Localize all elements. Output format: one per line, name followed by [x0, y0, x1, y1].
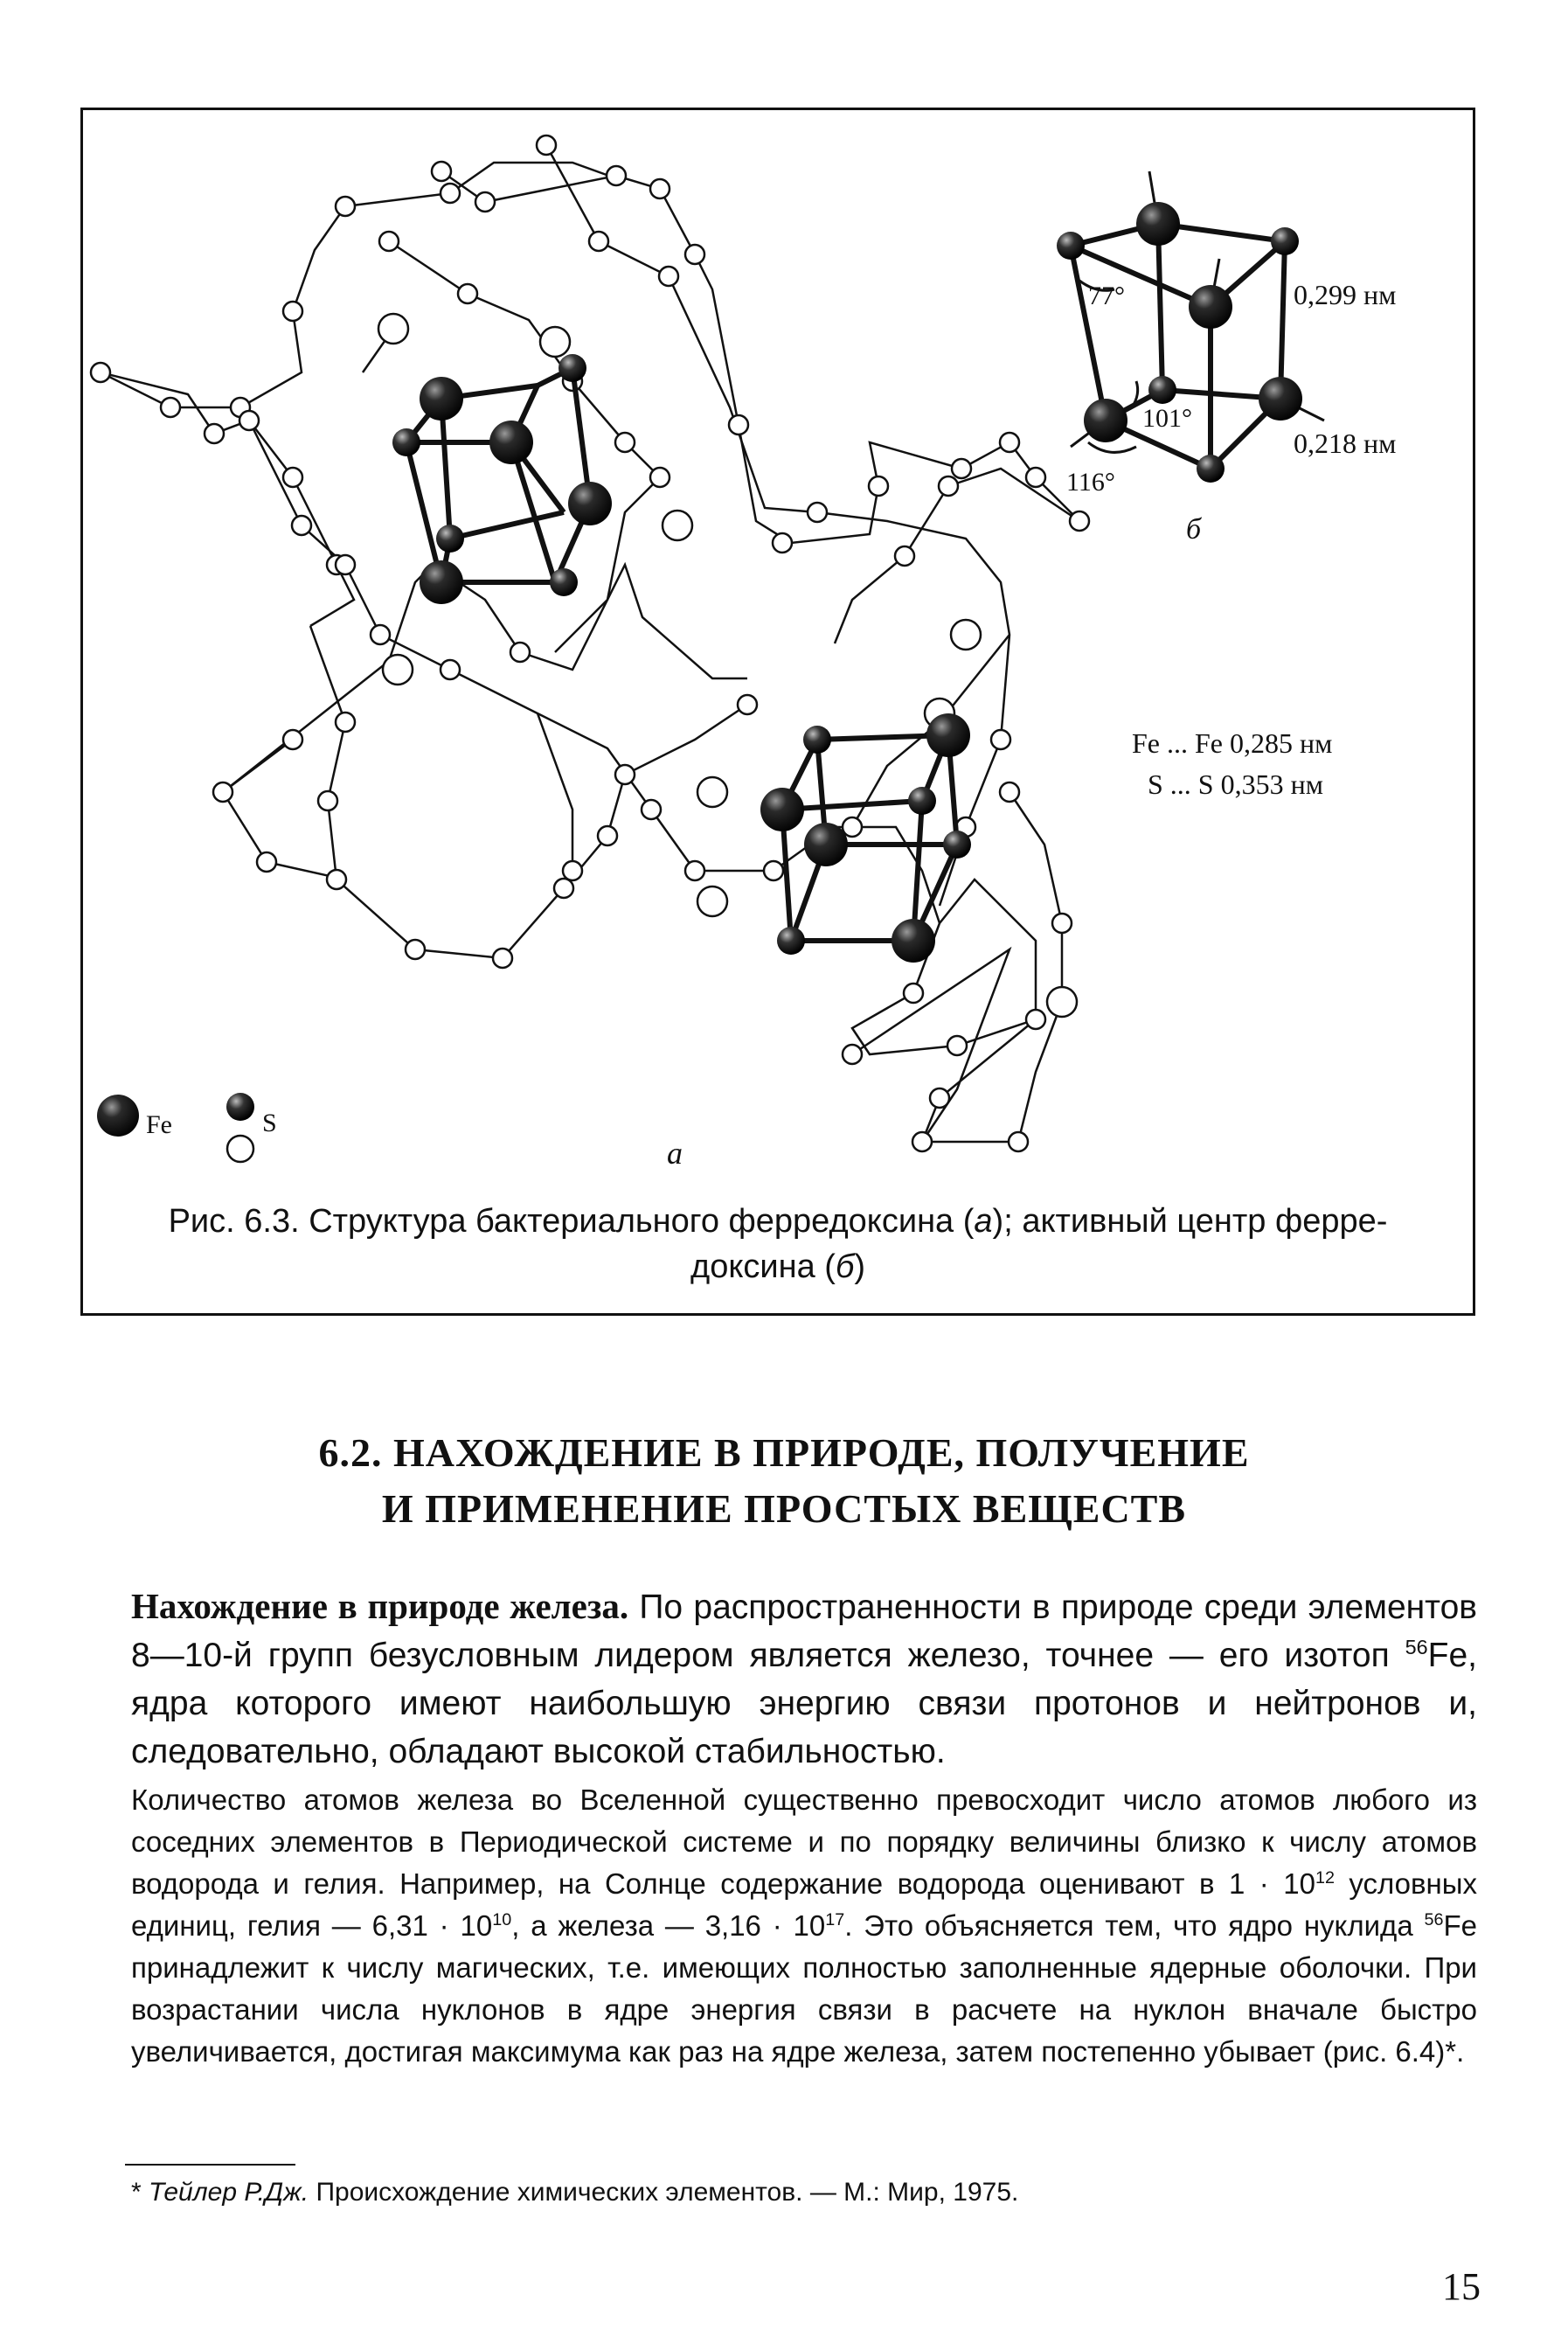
- legend-s-open-symbol: [227, 1136, 253, 1162]
- page-number: 15: [1442, 2265, 1481, 2308]
- legend-s-filled-symbol: [226, 1093, 254, 1121]
- fe4s4-cluster-1: [392, 354, 612, 604]
- ferredoxin-structure-diagram: [83, 110, 1473, 1194]
- s-s-distance: S ... S 0,353 нм: [1148, 768, 1323, 800]
- protein-chain: [101, 145, 1079, 1142]
- bond-length-short: 0,218 нм: [1294, 428, 1397, 459]
- panel-a-label: а: [667, 1136, 683, 1171]
- figure-frame: [80, 108, 1475, 1316]
- legend: [97, 1093, 277, 1162]
- footnote: * Тейлер Р.Дж. Происхождение химических элементов. — М.: Мир, 1975.: [131, 2178, 1019, 2207]
- angle-101-label: 101°: [1142, 404, 1192, 433]
- fe-fe-distance: Fe ... Fe 0,285 нм: [1132, 727, 1333, 759]
- legend-fe-label: Fe: [146, 1110, 172, 1139]
- large-open-atoms: [378, 314, 1077, 1017]
- paragraph-abundance: Количество атомов железа во Вселенной существенно превосходит число атомов любого из соседних элементов в Периодической системе и по порядку величины близко к числу атомов водорода и гелия. Например, на Солнце содержание водорода оценивают в $1 \cdot 10^{12}$ условных единиц, гелия — $6,31 \cdot 10^{10}$, а железа — $3,16 \cdot 10^{17}$. Это объясняется тем, что ядро нуклида $^{56}$Fe принадлежит к числу магических, т.е. имеющих полностью заполненные ядерные оболочки. При возрастании числа нуклонов в ядре энергия связи в расчете на нуклон вначале быстро увеличивается, достигая максимума как раз на ядре железа, затем постепенно убывает (рис. 6.4)*.: [131, 1783, 1478, 2068]
- section-heading: 6.2. НАХОЖДЕНИЕ В ПРИРОДЕ, ПОЛУЧЕНИЕ И ПРИМЕНЕНИЕ ПРОСТЫХ ВЕЩЕСТВ: [318, 1430, 1250, 1531]
- angle-116-label: 116°: [1066, 468, 1115, 497]
- panel-b-label: б: [1186, 513, 1202, 546]
- legend-s-label: S: [262, 1109, 277, 1137]
- chain-atoms: [91, 136, 1089, 1151]
- legend-fe-symbol: [97, 1095, 139, 1137]
- paragraph-lead: Нахождение в природе железа.: [131, 1586, 629, 1626]
- paragraph-iron-in-nature: Нахождение в природе железа. По распространенности в природе среди элементов 8—10-й групп безусловным лидером является железо, точнее — его изотоп $^{56}$Fe, ядра которого имеют наибольшую энергию связи протонов и нейтронов и, следовательно, обладают высокой стабильностью.: [131, 1586, 1478, 1770]
- angle-77-label: 77°: [1088, 282, 1125, 310]
- figure-caption: Рис. 6.3. Структура бактериального ферредоксина (а); активный центр ферре- доксина (б): [168, 1203, 1388, 1285]
- bond-length-long: 0,299 нм: [1294, 279, 1397, 310]
- footnote-divider: [125, 2164, 295, 2166]
- active-center-inset: [1057, 171, 1396, 546]
